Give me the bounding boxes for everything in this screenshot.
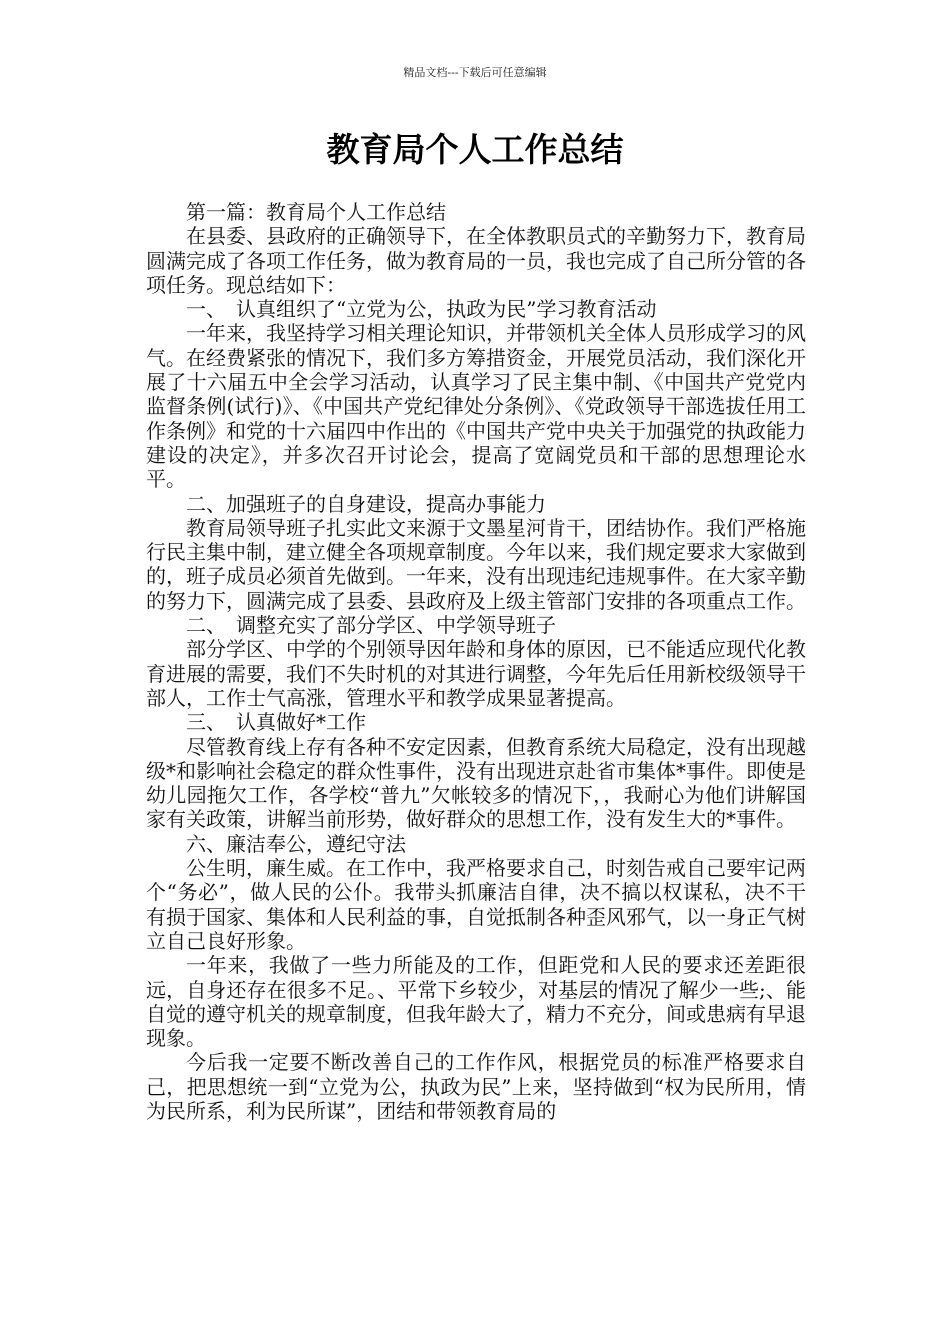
- section-heading-4: 三、 认真做好*工作: [186, 710, 366, 735]
- closing-paragraph: 今后我一定要不断改善自己的工作作风，根据党员的标准严格要求自己，把思想统一到“立党为公，执政为民”上来，坚持做到“权为民所用，情为民所系，利为民所谋”，团结和带领教育局的: [146, 1050, 806, 1123]
- document-title: 教育局个人工作总结: [326, 130, 624, 169]
- summary-paragraph: 一年来，我做了一些力所能及的工作，但距党和人民的要求还差距很远，自身还存在很多不足。、平常下乡较少，对基层的情况了解少一些;、能自觉的遵守机关的规章制度，但我年龄大了，精力不充分，间或患病有早退现象。: [146, 953, 806, 1051]
- section-heading-5: 六、廉洁奉公，遵纪守法: [186, 831, 406, 856]
- section-heading-3: 二、 调整充实了部分学区、中学领导班子: [186, 613, 556, 638]
- section-paragraph-5: 公生明，廉生威。在工作中，我严格要求自己，时刻告戒自己要牢记两个“务必”，做人民的公仆。我带头抓廉洁自律，决不搞以权谋私，决不干有损于国家、集体和人民利益的事，自觉抵制各种歪风邪气，以一身正气树立自己良好形象。: [146, 856, 806, 953]
- intro-paragraph: 在县委、县政府的正确领导下，在全体教职员式的辛勤努力下，教育局圆满完成了各项工作任务，做为教育局的一员，我也完成了自己所分管的各项任务。现总结如下：: [146, 224, 806, 297]
- section-paragraph-2: 教育局领导班子扎实此文来源于文墨星河肯干，团结协作。我们严格施行民主集中制，建立健全各项规章制度。今年以来，我们规定要求大家做到的，班子成员必须首先做到。一年来，没有出现违纪违规事件。在大家辛勤的努力下，圆满完成了县委、县政府及上级主管部门安排的各项重点工作。: [146, 515, 806, 613]
- page-header-note: 精品文档---下载后可任意编辑: [403, 66, 547, 79]
- section-paragraph-4: 尽管教育线上存有各种不安定因素，但教育系统大局稳定，没有出现越级*和影响社会稳定的群众性事件，没有出现进京赴省市集体*事件。即使是幼儿园拖欠工作，各学校“普九”欠帐较多的情况下，，我耐心为他们讲解国家有关政策，讲解当前形势，做好群众的思想工作，没有发生大的*事件。: [146, 734, 806, 832]
- section-paragraph-1: 一年来，我坚持学习相关理论知识，并带领机关全体人员形成学习的风气。在经费紧张的情况下，我们多方筹措资金，开展党员活动，我们深化开展了十六届五中全会学习活动，认真学习了民主集中制、《中国共产党党内监督条例(试行)》、《中国共产党纪律处分条例》、《党政领导干部选拔任用工作条例》和党的十六届四中作出的《中国共产党中央关于加强党的执政能力建设的决定》，并多次召开讨论会，提高了宽阔党员和干部的思想理论水平。: [146, 321, 806, 492]
- section-heading-1: 一、 认真组织了“立党为公，执政为民”学习教育活动: [186, 297, 657, 322]
- section-paragraph-3: 部分学区、中学的个别领导因年龄和身体的原因，已不能适应现代化教育进展的需要，我们不失时机的对其进行调整，今年先后任用新校级领导干部人，工作士气高涨，管理水平和教学成果显著提高。: [146, 637, 806, 710]
- section-subtitle: 第一篇：教育局个人工作总结: [186, 200, 446, 224]
- section-heading-2: 二、加强班子的自身建设，提高办事能力: [186, 491, 546, 516]
- document-body: [146, 200, 806, 1123]
